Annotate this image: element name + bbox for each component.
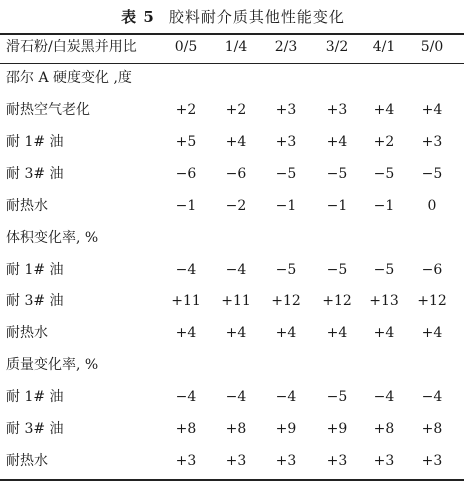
table-cell: −5 <box>373 262 395 278</box>
table-cell: −4 <box>175 389 197 405</box>
table-cell: +3 <box>373 453 395 469</box>
table-cell: −6 <box>225 166 247 182</box>
table-cell: +3 <box>326 102 348 118</box>
table-cell: −5 <box>373 166 395 182</box>
row-label: 耐 1# 油 <box>6 134 64 150</box>
table-cell: +4 <box>225 325 247 341</box>
table-cell: +2 <box>373 134 395 150</box>
table-cell: +3 <box>421 453 443 469</box>
row-label: 质量变化率, % <box>6 357 99 373</box>
header-cell: 3/2 <box>325 39 349 55</box>
header-cell: 2/3 <box>274 39 298 55</box>
table-cell: +3 <box>275 102 297 118</box>
table-cell: +5 <box>175 134 197 150</box>
header-cell: 5/0 <box>420 39 444 55</box>
table-cell: +2 <box>175 102 197 118</box>
table-cell: −1 <box>175 198 197 214</box>
table-cell: −2 <box>225 198 247 214</box>
table-cell: +8 <box>421 421 443 437</box>
table-caption <box>0 6 466 27</box>
table-bottom-rule <box>0 479 464 481</box>
table-cell: +11 <box>171 293 201 309</box>
table-cell: −4 <box>275 389 297 405</box>
table-cell: +4 <box>373 325 395 341</box>
table-cell: −6 <box>175 166 197 182</box>
table-cell: +4 <box>421 102 443 118</box>
table-number: 表 5 <box>121 8 155 26</box>
table-cell: −1 <box>275 198 297 214</box>
table-cell: +4 <box>421 325 443 341</box>
row-label: 耐 3# 油 <box>6 166 64 182</box>
table-cell: +4 <box>373 102 395 118</box>
table-cell: 0 <box>427 198 437 214</box>
table-cell: −5 <box>326 166 348 182</box>
table-row <box>0 255 466 286</box>
table-row <box>0 446 466 477</box>
section-row-volume <box>0 223 466 254</box>
table-cell: −4 <box>175 262 197 278</box>
table-cell: −5 <box>326 389 348 405</box>
table-title: 胶料耐介质其他性能变化 <box>168 8 345 26</box>
section-row-mass <box>0 350 466 381</box>
table-header-row <box>0 32 466 63</box>
table-cell: +4 <box>175 325 197 341</box>
table-cell: +3 <box>326 453 348 469</box>
table-cell: +12 <box>417 293 447 309</box>
table-row <box>0 95 466 126</box>
table-cell: +11 <box>221 293 251 309</box>
table-row <box>0 127 466 158</box>
table-cell: −4 <box>373 389 395 405</box>
table-row <box>0 414 466 445</box>
table-cell: +3 <box>275 453 297 469</box>
table-cell: −5 <box>275 166 297 182</box>
table-row <box>0 286 466 317</box>
table-cell: −6 <box>421 262 443 278</box>
table-cell: −4 <box>421 389 443 405</box>
row-label: 耐 3# 油 <box>6 293 64 309</box>
table-cell: +4 <box>326 325 348 341</box>
table-cell: +4 <box>326 134 348 150</box>
table-cell: −1 <box>373 198 395 214</box>
table-cell: +8 <box>225 421 247 437</box>
row-label: 耐热水 <box>6 453 48 469</box>
header-cell: 1/4 <box>224 39 248 55</box>
table-cell: +3 <box>175 453 197 469</box>
table-cell: −5 <box>421 166 443 182</box>
table-cell: +9 <box>275 421 297 437</box>
table-row <box>0 318 466 349</box>
header-cell: 4/1 <box>372 39 396 55</box>
table-cell: −4 <box>225 262 247 278</box>
header-cell: 0/5 <box>174 39 198 55</box>
table-row <box>0 159 466 190</box>
table-cell: +2 <box>225 102 247 118</box>
table-cell: +8 <box>373 421 395 437</box>
table-cell: −5 <box>275 262 297 278</box>
row-label: 耐热空气老化 <box>6 102 90 118</box>
table-cell: +3 <box>421 134 443 150</box>
row-label: 耐热水 <box>6 198 48 214</box>
table-cell: +4 <box>275 325 297 341</box>
row-label: 耐 3# 油 <box>6 421 64 437</box>
row-label: 耐 1# 油 <box>6 389 64 405</box>
row-label: 耐 1# 油 <box>6 262 64 278</box>
table-cell: +3 <box>225 453 247 469</box>
table-cell: +3 <box>275 134 297 150</box>
table-cell: +13 <box>369 293 399 309</box>
table-cell: +9 <box>326 421 348 437</box>
header-label: 滑石粉/白炭黑并用比 <box>6 39 137 55</box>
table-cell: +4 <box>225 134 247 150</box>
row-label: 邵尔 A 硬度变化 ,度 <box>6 70 132 86</box>
table-cell: −4 <box>225 389 247 405</box>
table-cell: +12 <box>322 293 352 309</box>
table-cell: −1 <box>326 198 348 214</box>
row-label: 体积变化率, % <box>6 230 99 246</box>
table-cell: −5 <box>326 262 348 278</box>
table-cell: +8 <box>175 421 197 437</box>
row-label: 耐热水 <box>6 325 48 341</box>
table-row <box>0 382 466 413</box>
table-row <box>0 191 466 222</box>
section-row-hardness <box>0 63 466 94</box>
table-cell: +12 <box>271 293 301 309</box>
